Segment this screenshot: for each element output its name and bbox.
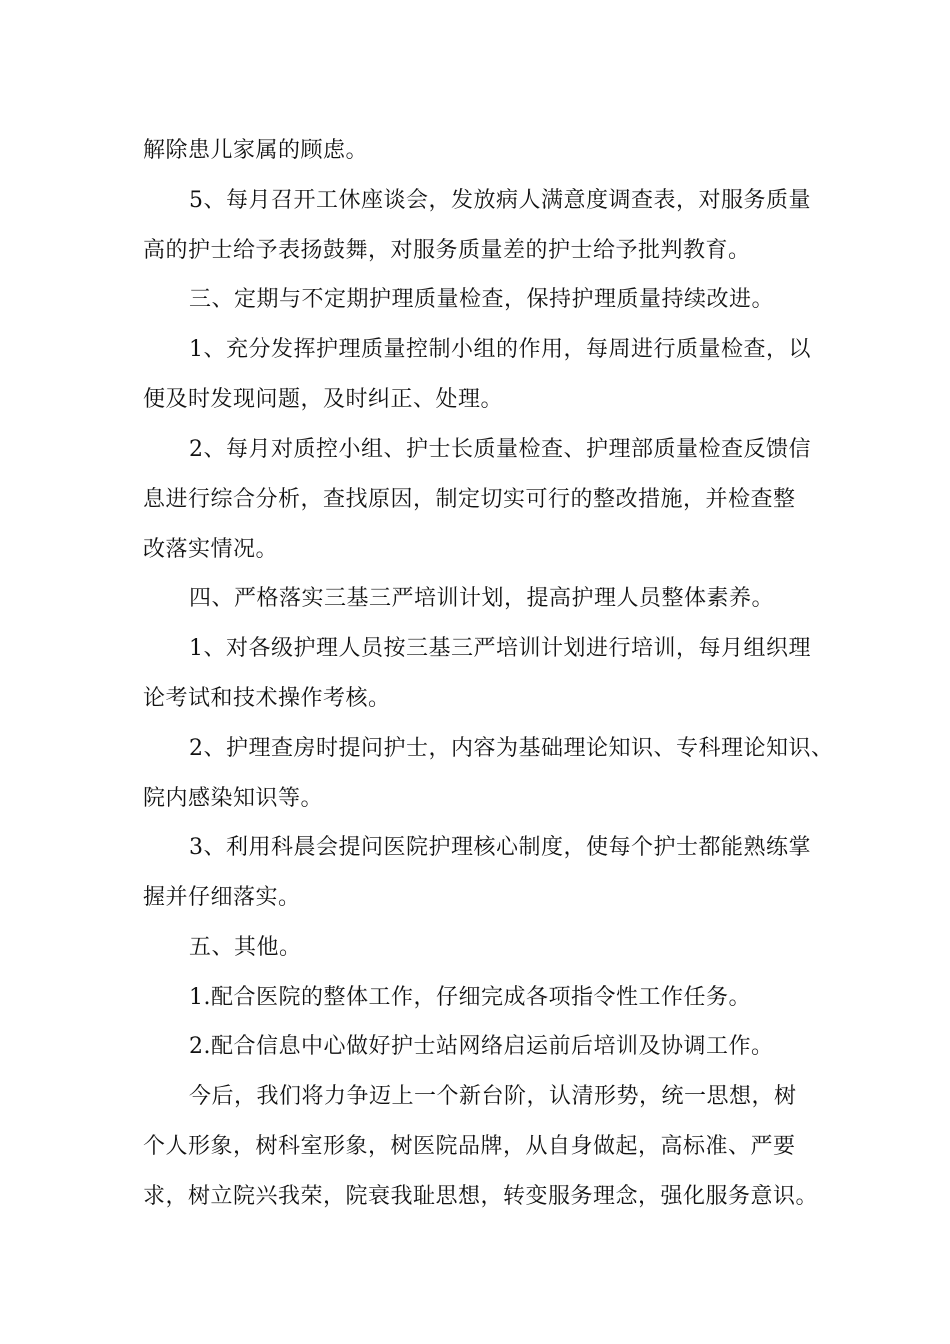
text-line: 3、利用科晨会提问医院护理核心制度，使每个护士都能熟练掌 [189,835,811,860]
text-line: 院内感染知识等。 [143,786,324,811]
text-line: 今后，我们将力争迈上一个新台阶，认清形势，统一思想，树 [189,1084,797,1109]
text-line: 息进行综合分析，查找原因，制定切实可行的整改措施，并检查整 [143,487,796,512]
text-line: 便及时发现问题，及时纠正、处理。 [143,387,504,412]
text-line: 1、充分发挥护理质量控制小组的作用，每周进行质量检查，以 [189,337,811,362]
text-line: 论考试和技术操作考核。 [143,686,391,711]
text-line: 5、每月召开工休座谈会，发放病人满意度调查表，对服务质量 [189,188,811,213]
text-line: 2、护理查房时提问护士，内容为基础理论知识、专科理论知识、 [189,736,834,761]
text-line: 2、每月对质控小组、护士长质量检查、护理部质量检查反馈信 [189,437,811,462]
text-line: 2.配合信息中心做好护士站网络启运前后培训及协调工作。 [189,1034,774,1059]
text-line: 个人形象，树科室形象，树医院品牌，从自身做起，高标准、严要 [143,1134,796,1159]
text-line: 握并仔细落实。 [143,885,301,910]
text-line: 求，树立院兴我荣，院衰我耻思想，转变服务理念，强化服务意识。 [143,1184,819,1209]
text-line: 1.配合医院的整体工作，仔细完成各项指令性工作任务。 [189,985,751,1010]
text-line: 解除患儿家属的顾虑。 [143,138,369,163]
section-heading: 四、严格落实三基三严培训计划，提高护理人员整体素养。 [189,586,775,611]
section-heading: 五、其他。 [189,935,302,960]
text-line: 高的护士给予表扬鼓舞，对服务质量差的护士给予批判教育。 [143,238,751,263]
section-heading: 三、定期与不定期护理质量检查，保持护理质量持续改进。 [189,287,775,312]
text-line: 改落实情况。 [143,537,279,562]
text-line: 1、对各级护理人员按三基三严培训计划进行培训，每月组织理 [189,636,811,661]
